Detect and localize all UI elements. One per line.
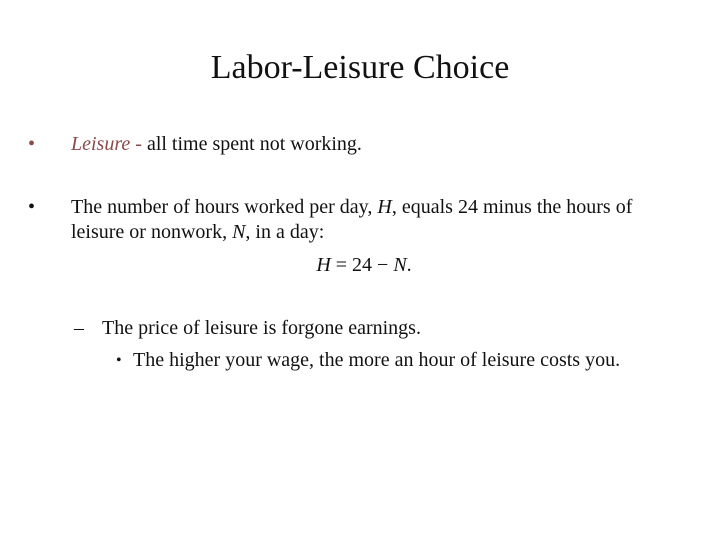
- leisure-definition: all time spent not working.: [146, 133, 362, 155]
- variable-n: N: [232, 221, 246, 243]
- text-part: The number of hours worked per day,: [71, 196, 378, 218]
- bullet-text: [71, 195, 681, 245]
- equation-end: .: [406, 254, 412, 276]
- variable-h: H: [377, 196, 392, 218]
- leisure-term: Leisure: [71, 133, 131, 155]
- text-part: , in a day:: [245, 221, 325, 243]
- equation-middle: = 24 −: [330, 254, 394, 276]
- slide-title: Labor-Leisure Choice: [210, 49, 510, 86]
- dash-icon: –: [74, 317, 84, 339]
- equation-rhs: N: [393, 254, 407, 276]
- bullet-dot-icon: •: [28, 133, 36, 155]
- bullet-dot-icon: •: [116, 352, 122, 369]
- bullet-dot-icon: •: [28, 196, 36, 218]
- sub-sub-bullet-text: The higher your wage, the more an hour of leisure costs you.: [133, 349, 621, 371]
- text-part: , equals 24 minus the hours of leisure or nonwork,: [71, 196, 633, 243]
- equation-lhs: H: [316, 254, 331, 276]
- bullet-text: [71, 132, 681, 157]
- equation: [0, 253, 720, 278]
- term-separator: -: [130, 133, 147, 155]
- sub-bullet-text: The price of leisure is forgone earnings.: [102, 317, 421, 339]
